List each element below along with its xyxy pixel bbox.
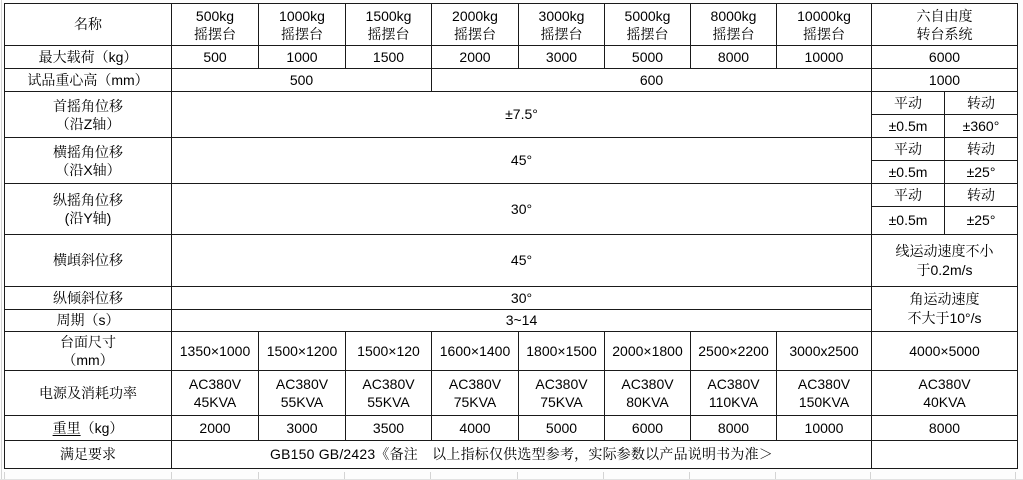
value-cell: 45°: [172, 235, 872, 287]
translation-value-cell: ±0.5m: [872, 115, 945, 138]
linear-speed-note-cell: 线运动速度不小 于0.2m/s: [872, 235, 1018, 287]
value-cell: 2000: [172, 416, 259, 441]
row-requirement: [5, 441, 1018, 469]
value-cell: AC380V 55KVA: [346, 371, 432, 416]
row-power: [5, 371, 1018, 416]
label-cell: [5, 416, 172, 441]
empty-cell: [872, 441, 1018, 469]
value-cell: 2500×2200: [691, 332, 777, 371]
value-cell: 2000: [432, 46, 519, 69]
value-cell: 3000: [259, 416, 346, 441]
spec-table: [4, 3, 1018, 469]
label-cell: 首摇角位移 （沿Z轴）: [5, 92, 172, 138]
label-cell: 横摇角位移 （沿X轴）: [5, 138, 172, 184]
label-cell: 横頉斜位移: [5, 235, 172, 287]
note-cell: GB150 GB/2423《备注 以上指标仅供选型参考，实际参数以产品说明书为准＞: [172, 441, 872, 469]
gridline-left: [1, 0, 2, 480]
weight-label-underlined: 重里: [52, 419, 81, 436]
value-cell: 1500×120: [346, 332, 432, 371]
header-col-500kg: 500kg 摇摆台: [172, 4, 259, 46]
value-cell-sixdof: 8000: [872, 416, 1018, 441]
value-cell: 1500×1200: [259, 332, 346, 371]
value-cell: 30°: [172, 184, 872, 235]
rotation-value-cell: ±360°: [945, 115, 1018, 138]
header-col-1500kg: 1500kg 摇摆台: [346, 4, 432, 46]
value-cell: ±7.5°: [172, 92, 872, 138]
rotation-value-cell: ±25°: [945, 161, 1018, 184]
header-col-3000kg: 3000kg 摇摆台: [519, 4, 605, 46]
value-cell: 3000: [519, 46, 605, 69]
row-yaw: [5, 92, 1018, 115]
header-col-sixdof: 六自由度 转台系统: [872, 4, 1018, 46]
translation-label-cell: 平动: [872, 138, 945, 161]
row-max-load: [5, 46, 1018, 69]
label-cell: 试品重心高（mm）: [5, 69, 172, 92]
translation-value-cell: ±0.5m: [872, 161, 945, 184]
value-cell: 5000: [519, 416, 605, 441]
value-cell: 4000: [432, 416, 519, 441]
row-period: [5, 310, 1018, 332]
row-weight: [5, 416, 1018, 441]
rotation-label-cell: 转动: [945, 92, 1018, 115]
value-cell-sixdof: AC380V 40KVA: [872, 371, 1018, 416]
value-cell-group1: 500: [172, 69, 432, 92]
row-deck-size: [5, 332, 1018, 371]
value-cell: 8000: [691, 46, 777, 69]
value-cell: 1350×1000: [172, 332, 259, 371]
row-heel: [5, 235, 1018, 287]
label-cell: 满足要求: [5, 441, 172, 469]
value-cell: AC380V 75KVA: [432, 371, 519, 416]
header-col-1000kg: 1000kg 摇摆台: [259, 4, 346, 46]
value-cell: 8000: [691, 416, 777, 441]
row-pitch: [5, 184, 1018, 207]
rotation-label-cell: 转动: [945, 184, 1018, 207]
angular-speed-note-cell: 角运动速度 不大于10°/s: [872, 287, 1018, 332]
value-cell: 1600×1400: [432, 332, 519, 371]
label-cell: 最大载荷（kg）: [5, 46, 172, 69]
value-cell: 10000: [777, 416, 872, 441]
label-cell: 电源及消耗功率: [5, 371, 172, 416]
value-cell: 2000×1800: [605, 332, 691, 371]
value-cell-group2: 600: [432, 69, 872, 92]
header-col-2000kg: 2000kg 摇摆台: [432, 4, 519, 46]
value-cell: 500: [172, 46, 259, 69]
value-cell: 10000: [777, 46, 872, 69]
value-cell: 5000: [605, 46, 691, 69]
value-cell: 45°: [172, 138, 872, 184]
value-cell: AC380V 150KVA: [777, 371, 872, 416]
header-col-10000kg: 10000kg 摇摆台: [777, 4, 872, 46]
header-col-5000kg: 5000kg 摇摆台: [605, 4, 691, 46]
value-cell: 1500: [346, 46, 432, 69]
row-trim: [5, 287, 1018, 310]
rotation-value-cell: ±25°: [945, 207, 1018, 235]
value-cell: AC380V 75KVA: [519, 371, 605, 416]
value-cell: 6000: [605, 416, 691, 441]
weight-label-unit: （kg）: [80, 419, 124, 436]
header-name-cell: 名称: [5, 4, 172, 46]
value-cell: AC380V 55KVA: [259, 371, 346, 416]
rotation-label-cell: 转动: [945, 138, 1018, 161]
value-cell: 1000: [259, 46, 346, 69]
header-col-8000kg: 8000kg 摇摆台: [691, 4, 777, 46]
row-roll: [5, 138, 1018, 161]
value-cell: AC380V 110KVA: [691, 371, 777, 416]
label-cell: 纵倾斜位移: [5, 287, 172, 310]
value-cell: AC380V 45KVA: [172, 371, 259, 416]
value-cell: 3~14: [172, 310, 872, 332]
label-cell: 纵摇角位移 (沿Y轴): [5, 184, 172, 235]
value-cell-sixdof: 6000: [872, 46, 1018, 69]
value-cell-sixdof: 4000×5000: [872, 332, 1018, 371]
translation-label-cell: 平动: [872, 92, 945, 115]
value-cell: 1800×1500: [519, 332, 605, 371]
value-cell: 3000x2500: [777, 332, 872, 371]
header-row: [5, 4, 1018, 46]
label-cell: 周期（s）: [5, 310, 172, 332]
label-cell: 台面尺寸 （mm）: [5, 332, 172, 371]
value-cell: AC380V 80KVA: [605, 371, 691, 416]
value-cell: 30°: [172, 287, 872, 310]
translation-label-cell: 平动: [872, 184, 945, 207]
translation-value-cell: ±0.5m: [872, 207, 945, 235]
value-cell: 3500: [346, 416, 432, 441]
value-cell-sixdof: 1000: [872, 69, 1018, 92]
row-cg-height: [5, 69, 1018, 92]
